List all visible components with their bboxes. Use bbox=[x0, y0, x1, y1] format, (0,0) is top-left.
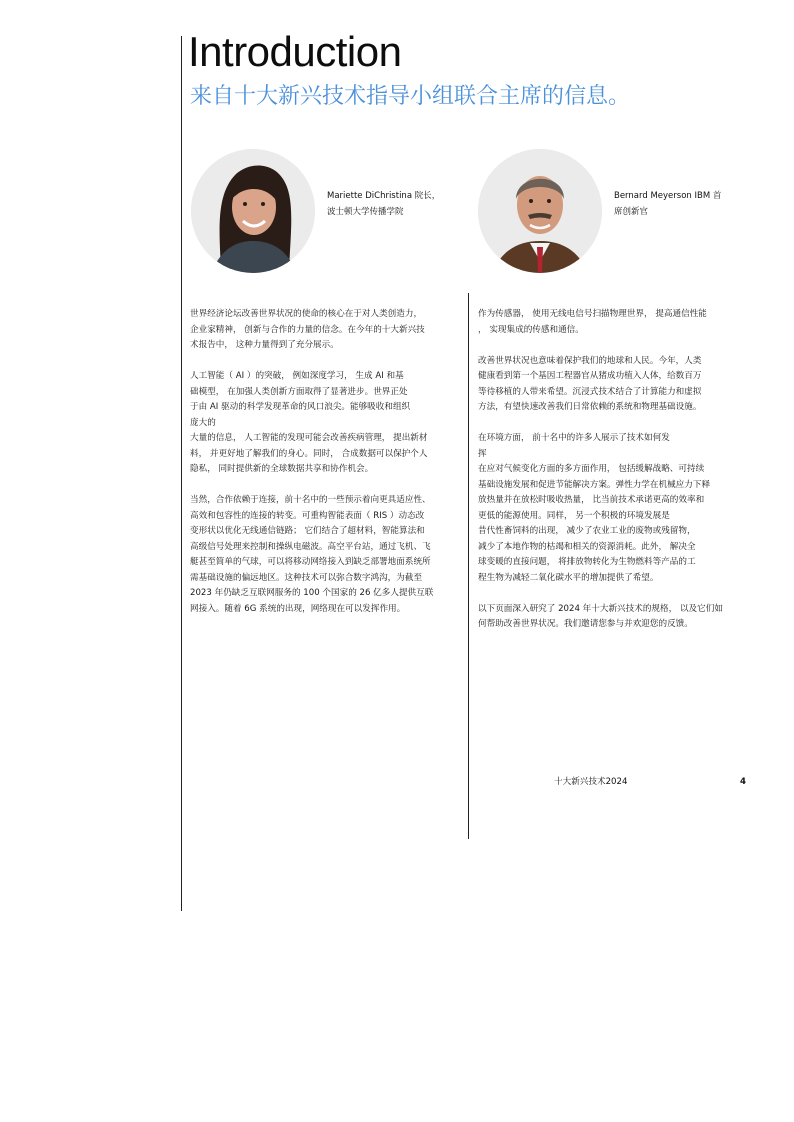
text-line: 减少了本地作物的枯竭和相关的资源消耗。此外， 解决全 bbox=[478, 541, 696, 552]
body-column-left bbox=[190, 307, 462, 633]
author-affiliation-line: 席创新官 bbox=[614, 207, 649, 217]
paragraph bbox=[478, 307, 750, 338]
text-line: 当然，合作依赖于连接，前十名中的一些预示着向更具适应性、 bbox=[190, 495, 431, 505]
text-line: 以下页面深入研究了 2024 年十大新兴技术的规格， 以及它们如 bbox=[478, 603, 723, 614]
text-line: 基础设施发展和促进节能解决方案。弹性力学在机械应力下释 bbox=[478, 479, 711, 490]
author-name-line: Mariette DiChristina 院长， bbox=[327, 191, 441, 201]
body-column-right bbox=[478, 307, 750, 648]
paragraph bbox=[190, 493, 462, 617]
text-line: 健康看到第一个基因工程器官从猪成功植入人体，给数百万 bbox=[478, 371, 702, 381]
paragraph bbox=[478, 354, 750, 416]
text-line: 网接入。随着 6G 系统的出现，网络现在可以发挥作用。 bbox=[190, 603, 406, 614]
text-line: 球变暖的直接问题， 将排放物转化为生物燃料等产品的工 bbox=[478, 557, 696, 567]
text-line: 方法，有望快速改善我们日常依赖的系统和物理基础设施。 bbox=[478, 402, 702, 412]
text-line: 改善世界状况也意味着保护我们的地球和人民。今年，人类 bbox=[478, 355, 702, 366]
text-line: 世界经济论坛改善世界状况的使命的核心在于对人类创造力， bbox=[190, 309, 423, 319]
text-line: 人工智能（ AI ）的突破， 例如深度学习， 生成 AI 和基 bbox=[190, 371, 404, 381]
footer-report-title: 十大新兴技术2024 bbox=[554, 777, 628, 787]
text-line: 庞大的 bbox=[190, 417, 216, 428]
paragraph bbox=[478, 602, 750, 633]
text-line: 础模型， 在加强人类创新方面取得了显著进步。世界正处 bbox=[190, 386, 408, 397]
text-line: 放热量并在放松时吸收热量， 比当前技术承诺更高的效率和 bbox=[478, 495, 705, 505]
text-line: 需基础设施的偏远地区。这种技术可以弥合数字鸿沟，为截至 bbox=[190, 572, 423, 583]
text-line: 作为传感器， 使用无线电信号扫描物理世界， 提高通信性能 bbox=[478, 309, 707, 319]
author-caption-1 bbox=[327, 188, 467, 220]
text-line: 昔代性畜饲料的出现， 减少了农业工业的废物或残留物， bbox=[478, 526, 696, 536]
paragraph bbox=[190, 307, 462, 354]
page-number: 4 bbox=[740, 777, 746, 787]
text-line: 何帮助改善世界状况。我们邀请您参与并欢迎您的反馈。 bbox=[478, 619, 693, 629]
text-line: 于由 AI 驱动的科学发现革命的风口浪尖。能够吸收和组织 bbox=[190, 402, 411, 412]
text-line: 变形状以优化无线通信链路； 它们结合了超材料，智能算法和 bbox=[190, 526, 425, 536]
page-subtitle: 来自十大新兴技术指导小组联合主席的信息。 bbox=[190, 84, 631, 109]
text-line: 大量的信息， 人工智能的发现可能会改善疾病管理， 提出新材 bbox=[190, 433, 428, 443]
paragraph bbox=[478, 431, 750, 586]
author-caption-2 bbox=[614, 188, 754, 220]
text-line: 在环境方面， 前十名中的许多人展示了技术如何发 bbox=[478, 433, 670, 443]
text-line: 2023 年仍缺乏互联网服务的 100 个国家的 26 亿多人提供互联 bbox=[190, 588, 434, 598]
text-line: ， 实现集成的传感和通信。 bbox=[478, 324, 584, 335]
text-line: 在应对气候变化方面的多方面作用， 包括缓解战略、可持续 bbox=[478, 464, 705, 474]
text-line: 等待移植的人带来希望。沉浸式技术结合了计算能力和虚拟 bbox=[478, 386, 702, 397]
paragraph bbox=[190, 369, 462, 478]
author-portrait-2 bbox=[478, 149, 602, 273]
page-title: Introduction bbox=[188, 28, 402, 75]
text-line: 隐私， 同时提供新的全球数据共享和协作机会。 bbox=[190, 464, 374, 474]
column-divider bbox=[468, 293, 469, 839]
author-portrait-1 bbox=[191, 149, 315, 273]
text-line: 高效和包容性的连接的转变。可重构智能表面（ RIS ）动态改 bbox=[190, 510, 425, 521]
text-line: 挥 bbox=[478, 448, 487, 459]
text-line: 料， 并更好地了解我们的身心。同时， 合成数据可以保护个人 bbox=[190, 448, 428, 459]
text-line: 术报告中， 这种力量得到了充分展示。 bbox=[190, 340, 339, 350]
text-line: 企业家精神， 创新与合作的力量的信念。在今年的十大新兴技 bbox=[190, 324, 425, 335]
text-line: 程生物为减轻二氧化碳水平的增加提供了希望。 bbox=[478, 572, 659, 583]
author-name-line: Bernard Meyerson IBM 首 bbox=[614, 191, 722, 201]
text-line: 更低的能源使用。同样， 另一个积极的环境发展是 bbox=[478, 510, 670, 521]
text-line: 高级信号处理来控制和操纵电磁波。高空平台站，通过飞机、飞 bbox=[190, 541, 431, 552]
author-affiliation-line: 波士顿大学传播学院 bbox=[327, 207, 404, 217]
text-line: 艇甚至简单的气球，可以将移动网络接入到缺乏部署地面系统所 bbox=[190, 557, 431, 567]
left-margin-rule bbox=[181, 36, 182, 911]
